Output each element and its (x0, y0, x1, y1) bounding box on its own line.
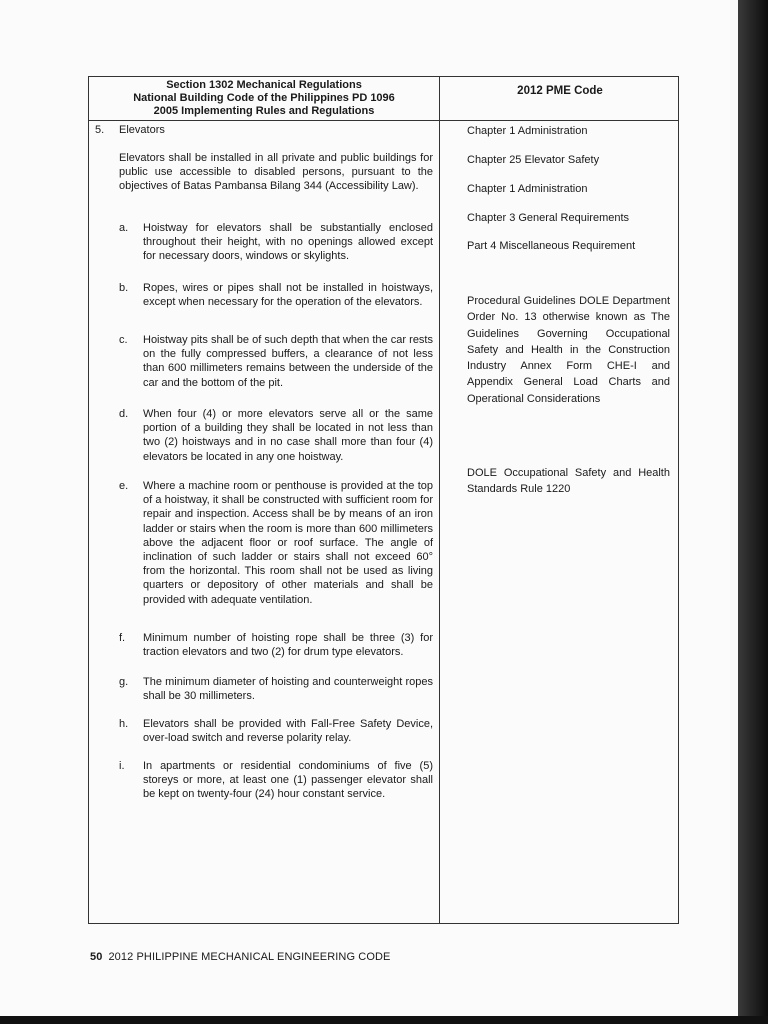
table-header (89, 77, 678, 121)
section-title (95, 123, 165, 137)
item-label: i. (119, 760, 125, 772)
list-item (119, 759, 433, 802)
item-text: The minimum diameter of hoisting and counterweight ropes shall be 30 millimeters. (143, 676, 433, 703)
item-label: f. (119, 632, 126, 644)
page-edge-shadow (738, 0, 768, 1024)
reference-item: Chapter 3 General Requirements (467, 212, 630, 224)
list-item (119, 407, 433, 464)
list-item (119, 631, 433, 659)
header-left-line3: 2005 Implementing Rules and Regulations (153, 105, 375, 117)
item-text: Ropes, wires or pipes shall not be installed in hoistways, except when necessary for the operation of the elevators. (143, 282, 433, 309)
page-number: 50 (90, 951, 103, 963)
list-item (119, 221, 433, 264)
item-text: Minimum number of hoisting rope shall be three (3) for traction elevators and two (2) for drum type elevators. (143, 632, 433, 659)
list-item (119, 717, 433, 745)
item-text: Hoistway for elevators shall be substantially enclosed throughout their height, with no openings allowed except for necessary doors, windows or skylights. (143, 222, 433, 263)
reference-item: Chapter 1 Administration (467, 125, 588, 137)
reference-item: Chapter 25 Elevator Safety (467, 154, 600, 166)
reference-item: Chapter 1 Administration (467, 183, 588, 195)
footer-title: 2012 PHILIPPINE MECHANICAL ENGINEERING CODE (108, 951, 391, 963)
section-title-text: Elevators (119, 124, 165, 136)
item-label: e. (119, 480, 129, 492)
header-left-line1: Section 1302 Mechanical Regulations (166, 79, 362, 91)
section-intro: Elevators shall be installed in all private and public buildings for public use accessible to disabled persons, pursuant to the objectives of Batas Pambansa Bilang 344 (Accessibility Law). (119, 152, 433, 193)
regulations-table (88, 76, 679, 924)
page-bottom-edge (0, 1016, 768, 1024)
item-text: When four (4) or more elevators serve all or the same portion of a building they shall be located in not less than two (2) hoistways and in no case shall more than four (4) elevators be located in any one hoistway. (143, 408, 433, 463)
item-label: a. (119, 222, 129, 234)
column-divider (439, 77, 440, 923)
section-number: 5. (95, 124, 105, 136)
item-text: Where a machine room or penthouse is provided at the top of a hoistway, it shall be constructed with sufficient room for repair and inspection. Access shall be by means of an iron ladder or stairs when the room is more than 600 millimeters above the adjacent floor or roof surface. The angle of inclination of such ladder or stairs shall not exceed 60° from the horizontal. This room shall not be used as living quarters or depository of other materials and shall be provided with adequate ventilation. (143, 480, 433, 606)
reference-item: Part 4 Miscellaneous Requirement (467, 240, 636, 252)
item-label: b. (119, 282, 129, 294)
item-text: Hoistway pits shall be of such depth that when the car rests on the fully compressed buffers, a clearance of not less than 600 millimeters remains between the underside of the car and the bottom of the pit. (143, 334, 433, 389)
item-text: Elevators shall be provided with Fall-Free Safety Device, over-load switch and reverse polarity relay. (143, 718, 433, 745)
item-label: d. (119, 408, 129, 420)
page-footer (90, 951, 390, 963)
reference-item: Procedural Guidelines DOLE Department Order No. 13 otherwise known as The Guidelines Governing Occupational Safety and Health in the Construction Industry Annex Form CHE-I and Appendix General Load Charts and Operational Considerations (467, 295, 670, 405)
item-label: c. (119, 334, 128, 346)
item-text: In apartments or residential condominiums of five (5) storeys or more, at least one (1) passenger elevator shall be kept on twenty-four (24) hour constant service. (143, 760, 433, 801)
header-left-line2: National Building Code of the Philippines PD 1096 (133, 92, 395, 104)
list-item (119, 333, 433, 390)
item-label: h. (119, 718, 129, 730)
header-left (89, 79, 439, 118)
header-right: 2012 PME Code (517, 85, 603, 97)
list-item (119, 675, 433, 703)
item-label: g. (119, 676, 129, 688)
list-item (119, 479, 433, 607)
reference-item: DOLE Occupational Safety and Health Standards Rule 1220 (467, 467, 670, 496)
list-item (119, 281, 433, 309)
